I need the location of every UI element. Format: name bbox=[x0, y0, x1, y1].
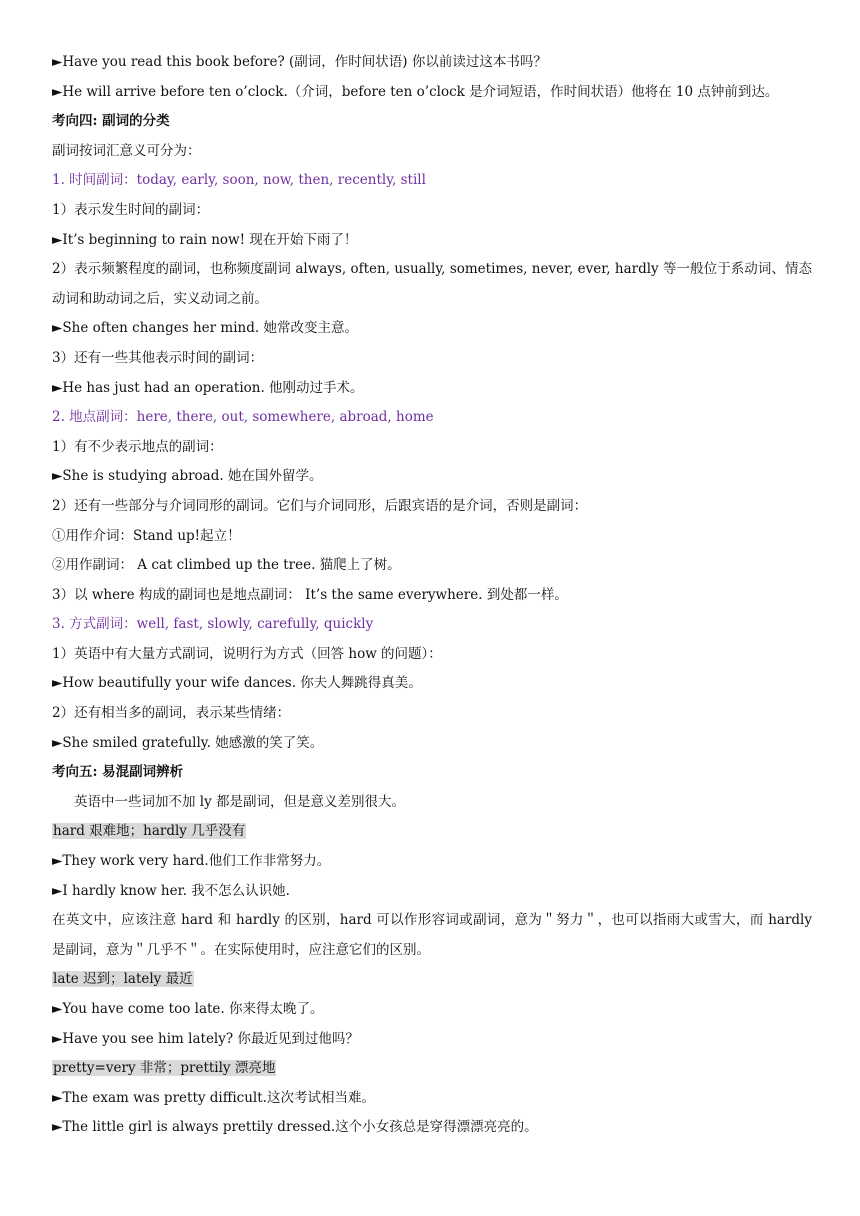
line-text: 2. 地点副词：here, there, out, somewhere, abroad, home bbox=[52, 409, 434, 426]
line-text: 2）还有一些部分与介词同形的副词。它们与介词同形，后跟宾语的是介词，否则是副词： bbox=[52, 497, 588, 514]
line-text: 2）表示频繁程度的副词，也称频度副词 always, often, usually, sometimes, never, ever, hardly 等一般位于系动词、情态动词和助动词之后，实义动词之前。 bbox=[52, 261, 812, 307]
line-text: 考向四: 副词的分类 bbox=[52, 113, 170, 130]
line-text: ►The exam was pretty difficult.这次考试相当难。 bbox=[52, 1089, 375, 1106]
line-text: ►She often changes her mind. 她常改变主意。 bbox=[52, 320, 358, 337]
text-line bbox=[52, 965, 812, 995]
text-line bbox=[52, 877, 812, 907]
line-text: pretty=very 非常；prettily 漂亮地 bbox=[53, 1060, 276, 1077]
text-line bbox=[52, 847, 812, 877]
line-text: 在英文中，应该注意 hard 和 hardly 的区别，hard 可以作形容词或副词，意为＂努力＂，也可以指雨大或雪大，而 hardly 是副词，意为＂几乎不＂。在实际使用时，应注意它们的区别。 bbox=[52, 912, 812, 958]
line-text: ►How beautifully your wife dances. 你夫人舞跳得真美。 bbox=[52, 675, 422, 692]
text-line bbox=[52, 610, 812, 640]
text-line bbox=[52, 48, 812, 78]
text-line bbox=[52, 522, 812, 552]
line-text: 3. 方式副词：well, fast, slowly, carefully, quickly bbox=[52, 616, 374, 633]
text-line bbox=[52, 669, 812, 699]
text-line bbox=[52, 314, 812, 344]
text-line bbox=[52, 551, 812, 581]
text-line bbox=[52, 166, 812, 196]
line-text: ►I hardly know her. 我不怎么认识她. bbox=[52, 882, 290, 899]
line-text: ►She is studying abroad. 她在国外留学。 bbox=[52, 468, 323, 485]
line-text: ►Have you read this book before? (副词，作时间状语) 你以前读过这本书吗？ bbox=[52, 54, 547, 70]
text-line bbox=[52, 1054, 812, 1084]
line-text: ►It’s beginning to rain now! 现在开始下雨了！ bbox=[52, 231, 358, 248]
line-text: late 迟到；lately 最近 bbox=[53, 971, 193, 988]
text-line bbox=[52, 995, 812, 1025]
line-text: 1）表示发生时间的副词： bbox=[52, 201, 210, 218]
text-line bbox=[52, 1025, 812, 1055]
text-line bbox=[52, 906, 812, 965]
line-text: ►Have you see him lately? 你最近见到过他吗？ bbox=[52, 1030, 359, 1047]
line-text: ►She smiled gratefully. 她感激的笑了笑。 bbox=[52, 734, 324, 751]
text-line bbox=[52, 137, 812, 167]
text-line bbox=[52, 226, 812, 256]
text-line bbox=[52, 255, 812, 314]
text-line bbox=[52, 729, 812, 759]
line-text: 考向五: 易混副词辨析 bbox=[52, 764, 184, 781]
line-text: ►The little girl is always prettily dressed.这个小女孩总是穿得漂漂亮亮的。 bbox=[52, 1119, 538, 1136]
text-line bbox=[52, 758, 812, 788]
document-page bbox=[52, 48, 812, 1143]
line-text: 3）以 where 构成的副词也是地点副词： It’s the same everywhere. 到处都一样。 bbox=[52, 586, 568, 603]
text-line bbox=[52, 462, 812, 492]
line-text: ►He has just had an operation. 他刚动过手术。 bbox=[52, 379, 364, 396]
line-text: 2）还有相当多的副词，表示某些情绪： bbox=[52, 705, 291, 722]
text-line bbox=[52, 433, 812, 463]
text-line bbox=[52, 581, 812, 611]
text-line bbox=[52, 78, 812, 108]
text-line bbox=[52, 344, 812, 374]
text-line bbox=[52, 1084, 812, 1114]
line-text: 3）还有一些其他表示时间的副词： bbox=[52, 349, 264, 366]
text-line bbox=[52, 107, 812, 137]
text-line bbox=[52, 492, 812, 522]
line-text: ►You have come too late. 你来得太晚了。 bbox=[52, 1001, 324, 1017]
text-line bbox=[52, 403, 812, 433]
line-text: hard 艰难地；hardly 几乎没有 bbox=[53, 823, 246, 840]
line-text: 1. 时间副词：today, early, soon, now, then, recently, still bbox=[52, 172, 426, 189]
text-line bbox=[52, 196, 812, 226]
line-text: 1）英语中有大量方式副词，说明行为方式（回答 how 的问题）： bbox=[52, 645, 442, 662]
text-line bbox=[52, 699, 812, 729]
text-line bbox=[52, 817, 812, 847]
line-text: ②用作副词： A cat climbed up the tree. 猫爬上了树。 bbox=[52, 557, 401, 574]
line-text: 副词按词汇意义可分为： bbox=[52, 142, 201, 159]
line-text: ►They work very hard.他们工作非常努力。 bbox=[52, 853, 331, 870]
line-text: ►He will arrive before ten o’clock.（介词，before ten o’clock 是介词短语，作时间状语）他将在 10 点钟前到达。 bbox=[52, 83, 779, 100]
line-text: ①用作介词：Stand up!起立！ bbox=[52, 527, 241, 544]
line-text: 英语中一些词加不加 ly 都是副词，但是意义差别很大。 bbox=[74, 793, 406, 810]
line-text: 1）有不少表示地点的副词： bbox=[52, 438, 223, 455]
text-line bbox=[52, 640, 812, 670]
text-line bbox=[52, 1113, 812, 1143]
text-line bbox=[52, 374, 812, 404]
text-line bbox=[52, 788, 812, 818]
